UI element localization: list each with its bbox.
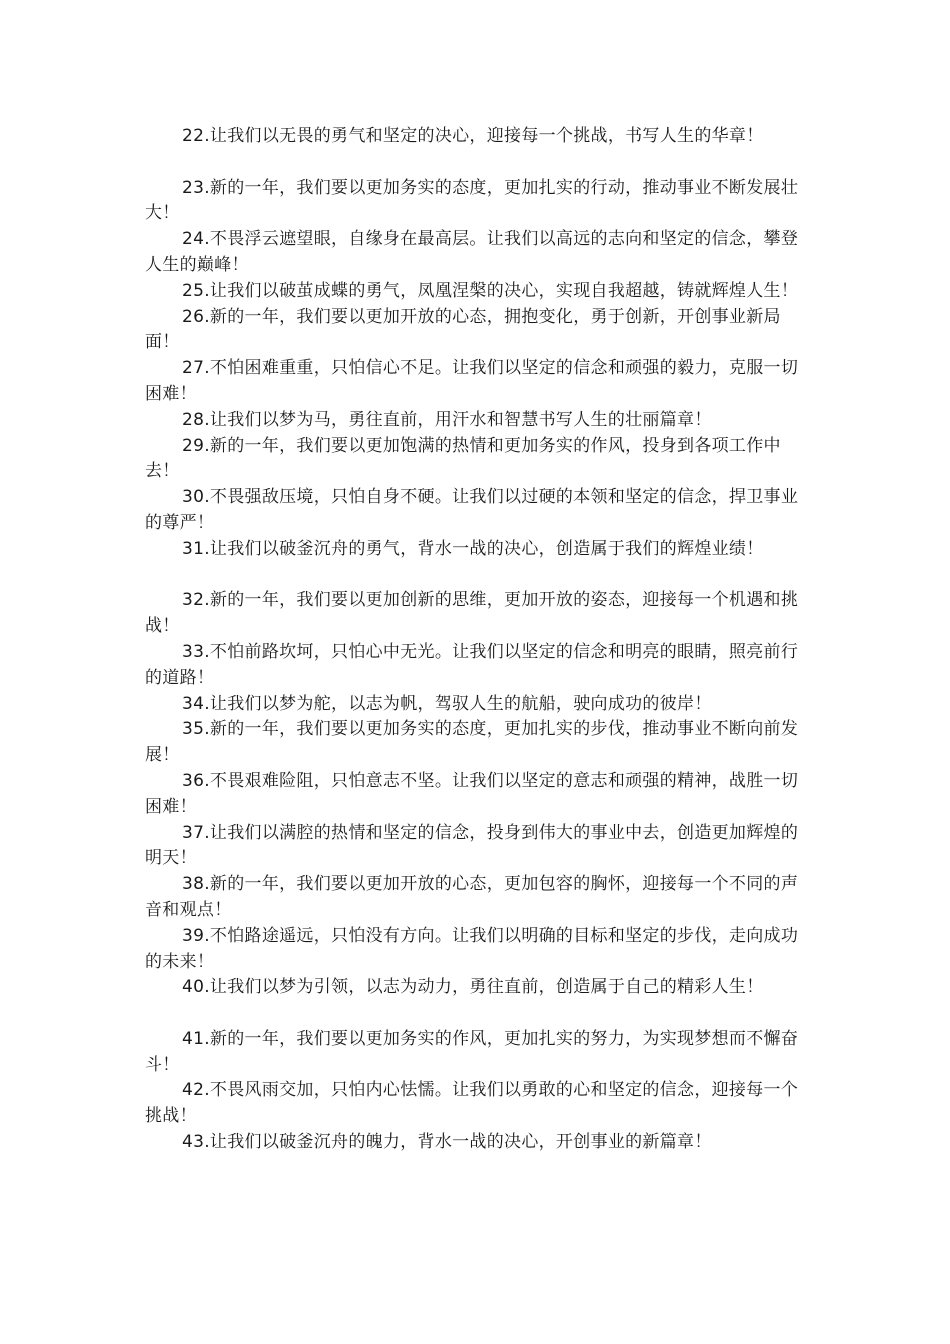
paragraph-31: 31.让我们以破釜沉舟的勇气，背水一战的决心，创造属于我们的辉煌业绩！ (182, 538, 764, 559)
paragraph-39: 39.不怕路途遥远，只怕没有方向。让我们以明确的目标和坚定的步伐，走向成功的未来！ (145, 925, 799, 972)
paragraph-35: 35.新的一年，我们要以更加务实的态度，更加扎实的步伐，推动事业不断向前发展！ (145, 719, 799, 766)
paragraph-40: 40.让我们以梦为引领，以志为动力，勇往直前，创造属于自己的精彩人生！ (182, 977, 764, 998)
document-body (145, 124, 810, 1156)
paragraph-34: 34.让我们以梦为舵，以志为帆，驾驭人生的航船，驶向成功的彼岸！ (182, 693, 712, 714)
paragraph-28: 28.让我们以梦为马，勇往直前，用汗水和智慧书写人生的壮丽篇章！ (182, 409, 712, 430)
paragraph-29: 29.新的一年，我们要以更加饱满的热情和更加务实的作风，投身到各项工作中去！ (145, 435, 781, 482)
paragraph-22: 22.让我们以无畏的勇气和坚定的决心，迎接每一个挑战，书写人生的华章！ (182, 126, 764, 146)
paragraph-41: 41.新的一年，我们要以更加务实的作风，更加扎实的努力，为实现梦想而不懈奋斗！ (145, 1028, 799, 1075)
paragraph-32: 32.新的一年，我们要以更加创新的思维，更加开放的姿态，迎接每一个机遇和挑战！ (145, 590, 799, 637)
paragraph-36: 36.不畏艰难险阻，只怕意志不坚。让我们以坚定的意志和顽强的精神，战胜一切困难！ (145, 770, 799, 817)
paragraph-23: 23.新的一年，我们要以更加务实的态度，更加扎实的行动，推动事业不断发展壮大！ (145, 177, 799, 224)
paragraph-24: 24.不畏浮云遮望眼，自缘身在最高层。让我们以高远的志向和坚定的信念，攀登人生的巅峰！ (145, 229, 799, 275)
paragraph-33: 33.不怕前路坎坷，只怕心中无光。让我们以坚定的信念和明亮的眼睛，照亮前行的道路！ (145, 641, 799, 688)
paragraph-25: 25.让我们以破茧成蝶的勇气，凤凰涅槃的决心，实现自我超越，铸就辉煌人生！ (182, 280, 799, 301)
paragraph-42: 42.不畏风雨交加，只怕内心怯懦。让我们以勇敢的心和坚定的信念，迎接每一个挑战！ (145, 1080, 799, 1127)
paragraph-30: 30.不畏强敌压境，只怕自身不硬。让我们以过硬的本领和坚定的信念，捍卫事业的尊严！ (145, 487, 799, 533)
paragraph-26: 26.新的一年，我们要以更加开放的心态，拥抱变化，勇于创新，开创事业新局面！ (145, 306, 781, 353)
paragraph-27: 27.不怕困难重重，只怕信心不足。让我们以坚定的信念和顽强的毅力，克服一切困难！ (145, 358, 799, 404)
paragraph-43: 43.让我们以破釜沉舟的魄力，背水一战的决心，开创事业的新篇章！ (182, 1132, 712, 1153)
paragraph-37: 37.让我们以满腔的热情和坚定的信念，投身到伟大的事业中去，创造更加辉煌的明天！ (145, 822, 799, 869)
paragraph-38: 38.新的一年，我们要以更加开放的心态，更加包容的胸怀，迎接每一个不同的声音和观点！ (145, 874, 799, 920)
